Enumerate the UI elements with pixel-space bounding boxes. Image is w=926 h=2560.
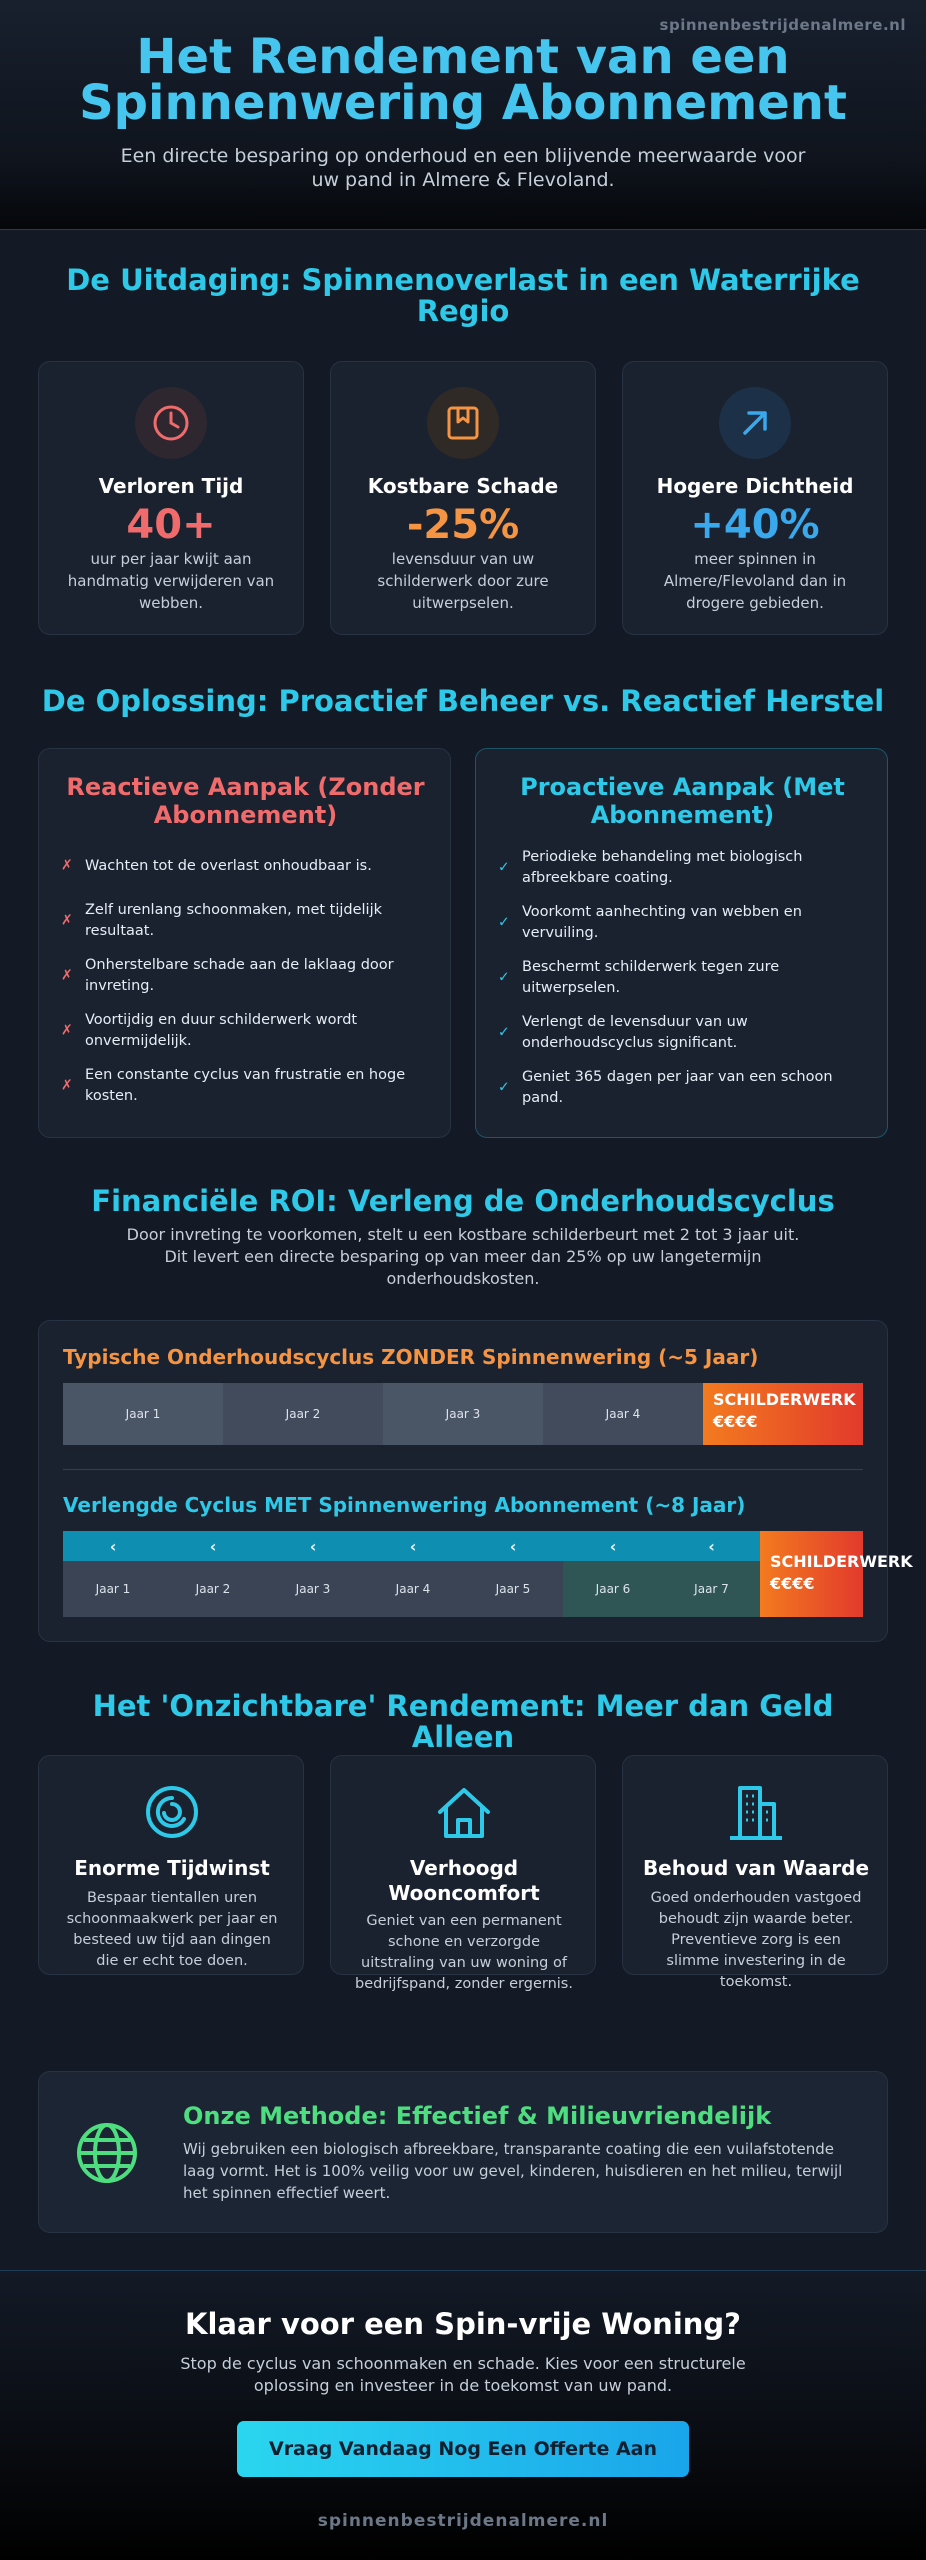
benefits-section-title: Het 'Onzichtbare' Rendement: Meer dan Geld Alleen	[92, 1689, 834, 1754]
stat-value: +40%	[690, 502, 820, 548]
stat-value: 40+	[126, 502, 216, 548]
chevron-left-icon: ‹	[309, 1536, 317, 1556]
year-row	[63, 1561, 760, 1617]
years-group	[63, 1531, 760, 1617]
request-quote-button[interactable]: Vraag Vandaag Nog Een Offerte Aan	[237, 2421, 689, 2477]
benefit-card-time	[38, 1755, 304, 1975]
chevron-left-icon: ‹	[609, 1536, 617, 1556]
year-segment: Jaar 6	[563, 1561, 663, 1617]
list-item-text: Geniet 365 dagen per jaar van een schoon pand.	[522, 1069, 833, 1106]
reactive-approach-title: Reactieve Aanpak (Zonder Abonnement)	[66, 773, 425, 829]
cycle-with-bar	[63, 1531, 913, 1617]
paint-cost: €€€€	[713, 1412, 758, 1431]
site-url-footer[interactable]: spinnenbestrijdenalmere.nl	[317, 2511, 609, 2531]
proactive-approach-title: Proactieve Aanpak (Met Abonnement)	[520, 773, 845, 829]
roi-section-title: Financiële ROI: Verleng de Onderhoudscyclus	[91, 1184, 835, 1218]
year-segment: Jaar 7	[663, 1561, 760, 1617]
divider	[63, 1469, 863, 1470]
list-item-text: Verlengt de levensduur van uw onderhoudscyclus significant.	[522, 1014, 748, 1051]
check-icon: ✓	[498, 859, 510, 876]
paint-cost: €€€€	[770, 1574, 815, 1593]
cycle-with-label: Verlengde Cyclus MET Spinnenwering Abonnement (~8 Jaar)	[63, 1493, 746, 1517]
page-title-line-1: Het Rendement van een	[136, 29, 790, 85]
site-url[interactable]: spinnenbestrijdenalmere.nl	[659, 16, 906, 34]
footer	[0, 2270, 926, 2560]
chevron-left-icon: ‹	[109, 1536, 117, 1556]
benefit-card-comfort	[330, 1755, 596, 1992]
list-item	[498, 847, 868, 889]
cta-title: Klaar voor een Spin-vrije Woning?	[185, 2307, 741, 2341]
cross-icon: ✗	[61, 967, 73, 984]
paint-segment	[703, 1383, 863, 1445]
reactive-approach-list	[61, 845, 431, 1120]
year-segment: Jaar 1	[63, 1383, 223, 1445]
chevron-left-icon: ‹	[708, 1536, 715, 1556]
proactive-approach-list	[498, 847, 868, 1122]
page-title-line-2: Spinnenwering Abonnement	[79, 75, 847, 131]
cross-icon: ✗	[61, 912, 73, 929]
list-item-text: Voortijdig en duur schilderwerk wordt onvermijdelijk.	[85, 1012, 358, 1049]
list-item-text: Wachten tot de overlast onhoudbaar is.	[85, 857, 372, 874]
page-subtitle: Een directe besparing op onderhoud en een blijvende meerwaarde voor uw pand in Almere & Flevoland.	[120, 145, 806, 191]
list-item	[498, 902, 868, 944]
cta-text: Stop de cyclus van schoonmaken en schade. Kies voor een structurele oplossing en investeer in de toekomst van uw pand.	[180, 2354, 746, 2395]
cross-icon: ✗	[61, 857, 73, 874]
check-icon: ✓	[498, 969, 510, 986]
stat-description: uur per jaar kwijt aan handmatig verwijderen van webben.	[67, 550, 275, 612]
chevron-left-icon: ‹	[509, 1536, 517, 1556]
stat-title: Hogere Dichtheid	[656, 474, 854, 498]
list-item	[61, 955, 431, 997]
page-title	[0, 29, 926, 131]
paint-segment	[760, 1531, 913, 1617]
year-segment: Jaar 3	[263, 1561, 363, 1617]
list-item	[61, 1010, 431, 1052]
stat-title: Kostbare Schade	[367, 474, 559, 498]
paint-label: SCHILDERWERK	[713, 1390, 856, 1409]
benefit-title: Enorme Tijdwinst	[74, 1856, 270, 1880]
list-item-text: Voorkomt aanhechting van webben en vervuiling.	[522, 904, 802, 941]
year-segment: Jaar 1	[63, 1561, 163, 1617]
stat-value: -25%	[406, 502, 520, 548]
challenge-section-title: De Uitdaging: Spinnenoverlast in een Waterrijke Regio	[66, 263, 860, 328]
check-icon: ✓	[498, 1024, 510, 1041]
check-icon: ✓	[498, 1079, 510, 1096]
list-item	[498, 1012, 868, 1054]
method-card	[38, 2071, 888, 2233]
check-icon: ✓	[498, 914, 510, 931]
list-item-text: Zelf urenlang schoonmaken, met tijdelijk resultaat.	[85, 902, 383, 939]
benefit-title: Verhoogd Wooncomfort	[388, 1856, 540, 1905]
roi-card	[38, 1320, 913, 1642]
roi-intro: Door invreting te voorkomen, stelt u een kostbare schilderbeurt met 2 tot 3 jaar uit. Dit levert een directe besparing op van meer dan 25% op uw langetermijn onderhoudskosten.	[126, 1225, 800, 1288]
stat-description: levensduur van uw schilderwerk door zure uitwerpselen.	[377, 550, 549, 612]
list-item	[61, 900, 431, 942]
stat-card-damage	[330, 361, 596, 635]
chevron-left-icon: ‹	[409, 1536, 417, 1556]
list-item-text: Een constante cyclus van frustratie en hoge kosten.	[85, 1067, 406, 1104]
benefit-description: Geniet van een permanent schone en verzorgde uitstraling van uw woning of bedrijfspand, zonder ergernis.	[355, 1913, 573, 1992]
benefit-card-value	[622, 1755, 888, 1990]
solution-section-title: De Oplossing: Proactief Beheer vs. Reactief Herstel	[41, 684, 885, 718]
cross-icon: ✗	[61, 1022, 73, 1039]
building-icon	[726, 1782, 786, 1842]
paint-label: SCHILDERWERK	[770, 1552, 913, 1571]
year-segment: Jaar 3	[383, 1383, 543, 1445]
year-segment: Jaar 5	[463, 1561, 563, 1617]
stat-card-time	[38, 361, 304, 635]
proactive-approach-card	[475, 748, 888, 1138]
year-segment: Jaar 2	[223, 1383, 383, 1445]
header	[0, 0, 926, 230]
list-item-text: Beschermt schilderwerk tegen zure uitwerpselen.	[522, 959, 780, 996]
extension-arrow-row	[63, 1531, 760, 1561]
cycle-without-label: Typische Onderhoudscyclus ZONDER Spinnenwering (~5 Jaar)	[63, 1345, 759, 1369]
list-item	[498, 1067, 868, 1109]
benefit-description: Bespaar tientallen uren schoonmaakwerk per jaar en besteed uw tijd aan dingen die er echt toe doen.	[66, 1890, 278, 1969]
list-item-text: Onherstelbare schade aan de laklaag door invreting.	[85, 957, 394, 994]
house-icon	[434, 1782, 494, 1842]
reactive-approach-card	[38, 748, 451, 1138]
list-item	[498, 957, 868, 999]
stat-title: Verloren Tijd	[98, 474, 244, 498]
year-segment: Jaar 2	[163, 1561, 263, 1617]
arrow-up-right-icon	[719, 387, 791, 459]
benefit-description: Goed onderhouden vastgoed behoudt zijn waarde beter. Preventieve zorg is een slimme investering in de toekomst.	[650, 1890, 862, 1990]
year-segment: Jaar 4	[543, 1383, 703, 1445]
list-item	[61, 1065, 431, 1107]
bookmark-icon	[427, 387, 499, 459]
clock-icon	[135, 387, 207, 459]
year-segment: Jaar 4	[363, 1561, 463, 1617]
chevron-left-icon: ‹	[209, 1536, 217, 1556]
cycle-without-bar	[63, 1383, 863, 1445]
method-description: Wij gebruiken een biologisch afbreekbare, transparante coating die een vuilafstotende laag vormt. Het is 100% veilig voor uw gevel, kinderen, huisdieren en het milieu, terwijl het spinnen effectief weert.	[183, 2140, 843, 2202]
method-title: Onze Methode: Effectief & Milieuvriendelijk	[183, 2102, 772, 2130]
benefit-title: Behoud van Waarde	[642, 1856, 870, 1880]
list-item	[61, 845, 431, 887]
stat-card-density	[622, 361, 888, 635]
cross-icon: ✗	[61, 1077, 73, 1094]
globe-icon	[75, 2121, 139, 2185]
spiral-icon	[142, 1782, 202, 1842]
stat-description: meer spinnen in Almere/Flevoland dan in drogere gebieden.	[663, 550, 847, 612]
list-item-text: Periodieke behandeling met biologisch afbreekbare coating.	[522, 849, 803, 886]
